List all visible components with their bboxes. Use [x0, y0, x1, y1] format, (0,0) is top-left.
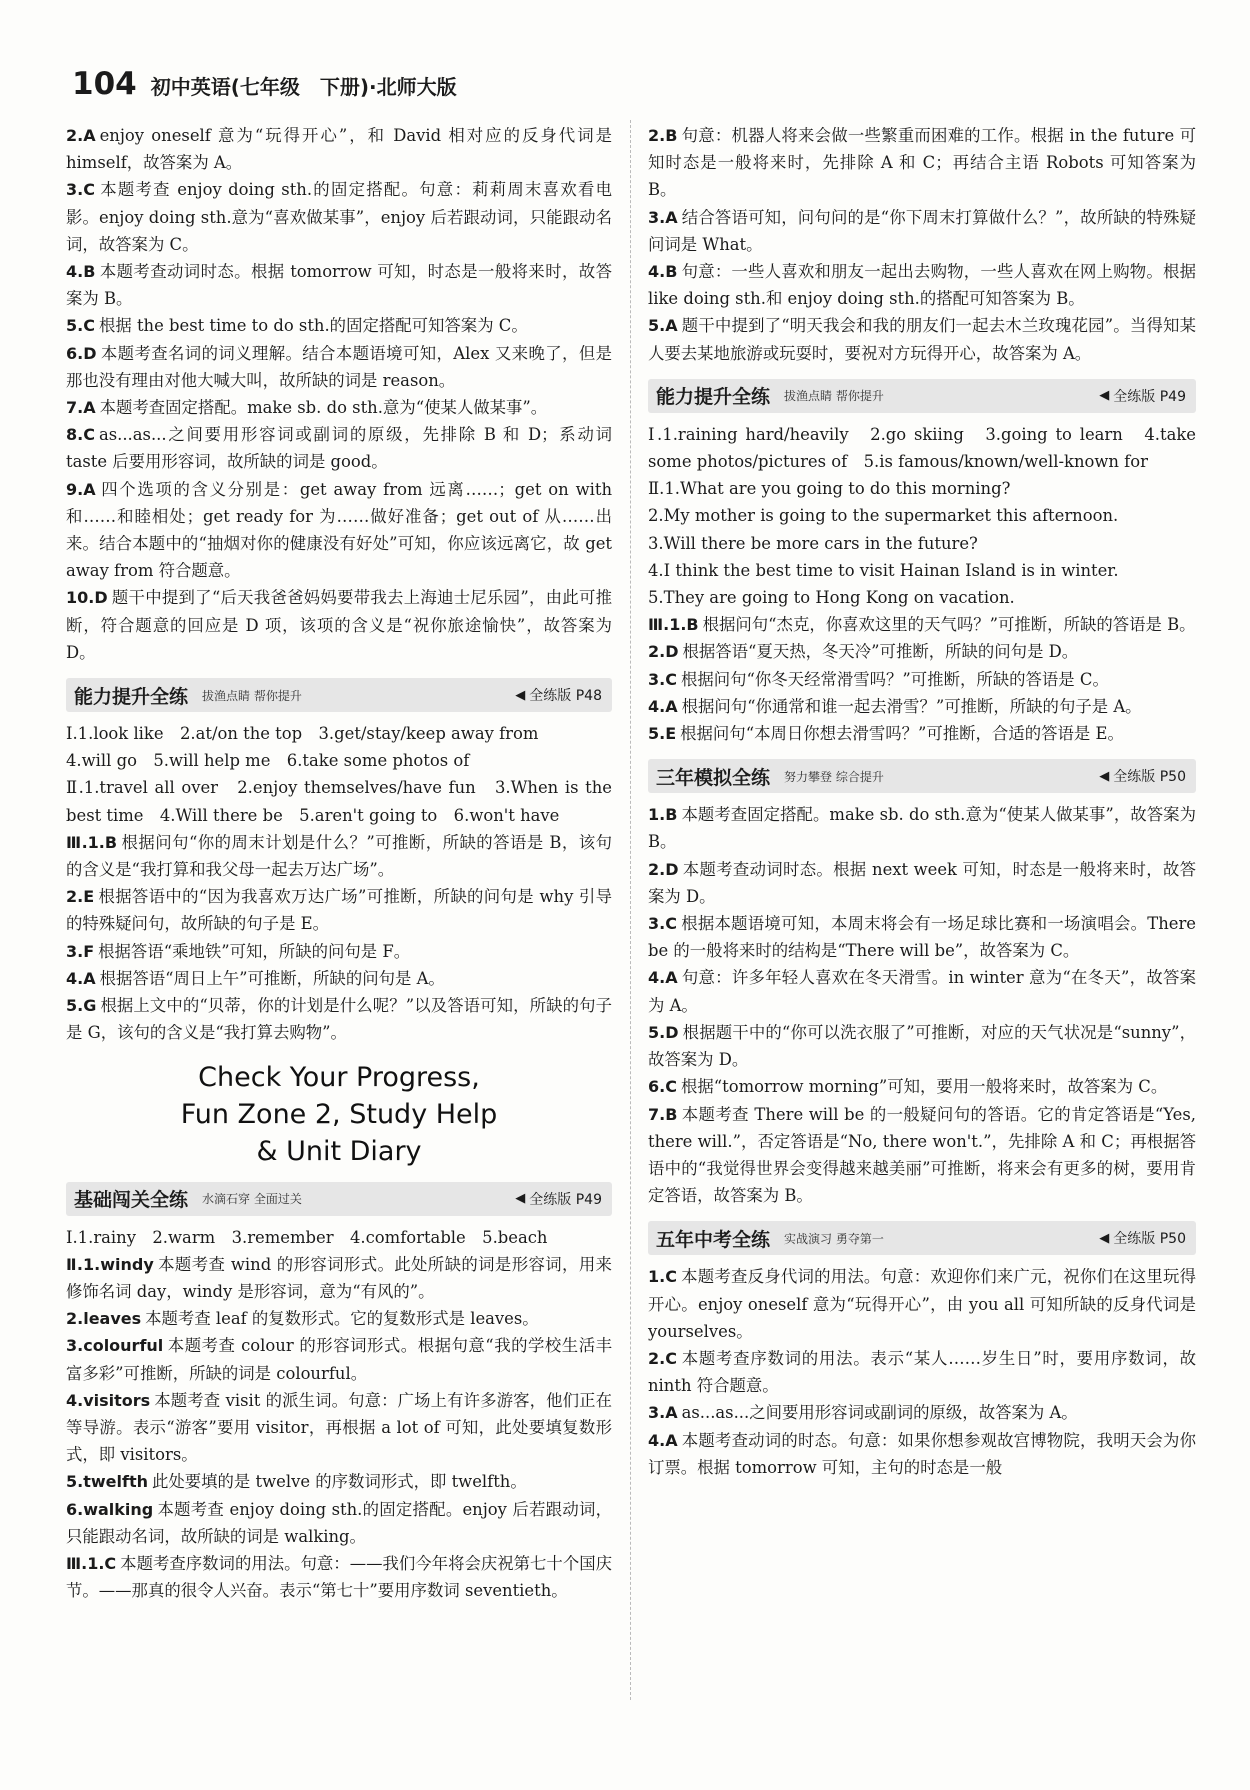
answer-text: 句意：机器人将来会做一些繁重而困难的工作。根据 in the future 可知时态是一般将来时，先排除 A 和 C；再结合主语 Robots 可知答案为 B。	[648, 126, 1196, 200]
answer-number: 6.D	[66, 343, 97, 363]
unit-title-line: Check Your Progress,	[198, 1061, 480, 1093]
answer-text: 4.I think the best time to visit Hainan Island is in winter.	[648, 560, 1119, 580]
answer-item	[648, 502, 1196, 529]
answer-text: 根据答语中的“因为我喜欢万达广场”可推断，所缺的问句是 why 引导的特殊疑问句，故所缺的句子是 E。	[66, 887, 612, 934]
answer-text: 本题考查序数词的用法。句意：——我们今年将会庆祝第七十个国庆节。——那真的很令人兴奋。表示“第七十”要用序数词 seventieth。	[66, 1553, 613, 1601]
answer-item	[648, 964, 1196, 1018]
answer-text: 本题考查动词的时态。句意：如果你想参观故宫博物院，我明天会为你订票。根据 tomorrow 可知，主句的时态是一般	[648, 1430, 1196, 1477]
basic-answer-list	[66, 1224, 612, 1605]
answer-text: 5.They are going to Hong Kong on vacation.	[648, 588, 1015, 608]
send-arrow-icon: ◀	[1099, 388, 1110, 404]
unit-title-line: & Unit Diary	[256, 1135, 422, 1167]
unit-title	[66, 1059, 612, 1170]
answer-number: 6.C	[648, 1077, 677, 1097]
section-subtitle: 实战演习 勇夺第一	[784, 1231, 884, 1246]
answer-item	[66, 747, 612, 774]
answer-text: 本题考查固定搭配。make sb. do sth.意为“使某人做某事”。	[99, 398, 548, 418]
answer-text: as...as...之间要用形容词或副词的原级，故答案为 A。	[681, 1403, 1078, 1423]
answer-item	[66, 340, 612, 394]
ref-text: 全练版 P50	[1113, 769, 1186, 786]
answer-number: 4.A	[66, 968, 96, 988]
answer-item	[648, 122, 1196, 204]
answer-item	[66, 176, 612, 258]
send-arrow-icon: ◀	[1099, 1230, 1110, 1246]
answer-item	[66, 720, 612, 747]
answer-text: Ⅱ.1.travel all over 2.enjoy themselves/have fun 3.When is the best time 4.Will there be 5.aren't going to 6.won't have	[66, 778, 612, 825]
answer-number: 6.walking	[66, 1499, 154, 1519]
answer-item	[648, 421, 1196, 475]
answer-item	[648, 475, 1196, 502]
ability-answer-list	[66, 720, 612, 1046]
section-header-three-year	[648, 759, 1196, 793]
section-ref	[1099, 1228, 1196, 1248]
answer-item	[648, 204, 1196, 258]
page-header	[72, 66, 457, 106]
left-column	[66, 122, 612, 1604]
answer-text: 3.Will there be more cars in the future?	[648, 533, 978, 553]
answer-number: 2.C	[648, 1348, 677, 1368]
answer-number: 4.A	[648, 696, 678, 716]
answer-text: 根据 the best time to do sth.的固定搭配可知答案为 C。	[98, 316, 528, 336]
answer-item	[648, 584, 1196, 611]
answer-item	[648, 720, 1196, 747]
section-ref	[1099, 766, 1196, 786]
answer-item	[648, 666, 1196, 693]
answer-text: 本题考查固定搭配。make sb. do sth.意为“使某人做某事”，故答案为 B。	[648, 805, 1196, 852]
answer-text: 本题考查 colour 的形容词形式。根据句意“我的学校生活丰富多彩”可推断，所缺的词是 colourful。	[66, 1336, 612, 1383]
answer-item	[66, 1251, 612, 1305]
book-title: 初中英语(七年级 下册)·北师大版	[150, 75, 457, 99]
answer-item	[648, 258, 1196, 312]
answer-text: 根据“tomorrow morning”可知，要用一般将来时，故答案为 C。	[680, 1077, 1168, 1097]
answer-text: 4.will go 5.will help me 6.take some photos of	[66, 751, 470, 771]
section-subtitle: 拔渔点睛 帮你提升	[784, 389, 884, 404]
answer-item	[66, 394, 612, 421]
answer-item	[66, 312, 612, 339]
answer-text: 根据问句“你冬天经常滑雪吗？”可推断，所缺的答语是 C。	[680, 669, 1109, 689]
answer-number: 3.C	[66, 180, 95, 200]
send-arrow-icon: ◀	[515, 1191, 526, 1206]
answer-text: 结合答语可知，问句问的是“你下周末打算做什么？”，故所缺的特殊疑问词是 What。	[648, 207, 1196, 254]
answer-item	[66, 1496, 612, 1550]
answer-item	[66, 992, 612, 1046]
section-title: 能力提升全练	[74, 685, 189, 708]
answer-text: 四个选项的含义分别是：get away from 远离……；get on with 和……和睦相处；get ready for 为……做好准备；get out of 从……出来。结合本题中的“抽烟对你的健康没有好处”可知，你应该远离它，故 get away from 符合题意。	[66, 479, 612, 581]
answer-text: enjoy oneself 意为“玩得开心”，和 David 相对应的反身代词是 himself，故答案为 A。	[66, 126, 612, 173]
answer-number: 4.visitors	[66, 1390, 151, 1410]
answer-text: 2.My mother is going to the supermarket this afternoon.	[648, 506, 1119, 526]
answer-number: 3.C	[648, 669, 677, 689]
answer-number: Ⅱ.1.windy	[66, 1254, 154, 1274]
section-subtitle: 水滴石穿 全面过关	[202, 1192, 302, 1206]
answer-text: 根据问句“你的周末计划是什么？”可推断，所缺的答语是 B，该句的含义是“我打算和我父母一起去万达广场”。	[66, 832, 613, 880]
answer-item	[66, 258, 612, 312]
answer-text: 本题考查动词时态。根据 tomorrow 可知，时态是一般将来时，故答案为 B。	[66, 262, 612, 309]
answer-number: Ⅲ.1.B	[66, 832, 118, 852]
answer-text: 根据问句“杰克，你喜欢这里的天气吗？”可推断，所缺的答语是 B。	[702, 615, 1196, 635]
answer-number: 4.B	[648, 262, 678, 282]
answer-text: 根据答语“乘地铁”可知，所缺的问句是 F。	[98, 941, 411, 961]
answer-number: 2.A	[66, 126, 96, 145]
answer-item	[66, 476, 612, 585]
ref-text: 全练版 P48	[529, 688, 602, 705]
section-ref	[515, 685, 612, 705]
answer-item	[66, 1224, 612, 1251]
three-year-answer-list	[648, 801, 1196, 1209]
answer-number: Ⅲ.1.C	[66, 1553, 117, 1573]
answer-number: 5.A	[648, 316, 678, 336]
section-ref	[1099, 386, 1196, 406]
answer-text: 根据答语“周日上午”可推断，所缺的问句是 A。	[99, 968, 445, 988]
section-subtitle: 拔渔点睛 帮你提升	[202, 688, 302, 703]
answer-text: 本题考查 There will be 的一般疑问句的答语。它的肯定答语是“Yes, there will.”，否定答语是“No, there won't.”，先排除 A 和 C；再根据答语中的“我觉得世界会变得越来越美丽”可推断，将来会有更多的树，要用肯定答语，故答案为 B。	[648, 1104, 1196, 1206]
answer-text: Ⅰ.1.raining hard/heavily 2.go skiing 3.going to learn 4.take some photos/pictures of 5.is famous/known/well-known for	[648, 424, 1196, 472]
answer-item	[648, 1019, 1196, 1073]
answer-item	[66, 883, 612, 937]
answer-item	[66, 1387, 612, 1469]
answer-number: 2.leaves	[66, 1309, 142, 1329]
answer-item	[648, 1345, 1196, 1399]
answer-item	[66, 1468, 612, 1495]
section-title: 基础闯关全练	[74, 1189, 189, 1211]
answer-item	[648, 693, 1196, 720]
answer-text: 本题考查 leaf 的复数形式。它的复数形式是 leaves。	[145, 1309, 539, 1329]
right-answer-list	[648, 122, 1196, 367]
answer-text: Ⅰ.1.rainy 2.warm 3.remember 4.comfortable 5.beach	[66, 1227, 548, 1247]
answer-number: 5.G	[66, 996, 97, 1016]
answer-item	[648, 801, 1196, 855]
answer-text: 根据答语“夏天热，冬天冷”可推断，所缺的问句是 D。	[682, 642, 1079, 662]
answer-item	[66, 122, 612, 176]
answer-text: 本题考查反身代词的用法。句意：欢迎你们来广元，祝你们在这里玩得开心。enjoy oneself 意为“玩得开心”，由 you all 可知所缺的反身代词是 yourselves。	[648, 1267, 1196, 1341]
answer-number: 3.A	[648, 1403, 678, 1423]
answer-item	[648, 611, 1196, 638]
answer-item	[66, 1332, 612, 1386]
answer-text: 根据上文中的“贝蒂，你的计划是什么呢？”以及答语可知，所缺的句子是 G，该句的含义是“我打算去购物”。	[66, 996, 612, 1043]
ref-text: 全练版 P49	[1113, 388, 1186, 405]
answer-item	[66, 1550, 612, 1604]
column-divider	[630, 120, 631, 1700]
answer-number: 5.D	[648, 1022, 679, 1042]
answer-number: 5.C	[66, 316, 95, 336]
answer-item	[648, 1427, 1196, 1481]
page-number: 104	[72, 66, 137, 102]
answer-item	[648, 557, 1196, 584]
answer-item	[66, 421, 612, 475]
answer-number: 3.F	[66, 941, 95, 961]
answer-number: 7.B	[648, 1104, 678, 1124]
ref-text: 全练版 P49	[529, 1191, 602, 1208]
section-ref	[515, 1189, 612, 1209]
answer-number: 3.C	[648, 914, 677, 934]
answer-text: Ⅰ.1.look like 2.at/on the top 3.get/stay/keep away from	[66, 724, 539, 744]
ref-text: 全练版 P50	[1113, 1231, 1186, 1248]
five-year-answer-list	[648, 1263, 1196, 1481]
answer-item	[648, 312, 1196, 366]
answer-text: 本题考查动词时态。根据 next week 可知，时态是一般将来时，故答案为 D。	[648, 859, 1196, 906]
answer-item	[648, 1399, 1196, 1426]
section-header-five-year	[648, 1221, 1196, 1255]
answer-number: 3.colourful	[66, 1336, 164, 1356]
section-header-basic	[66, 1182, 612, 1216]
section-title: 五年中考全练	[656, 1228, 771, 1251]
answer-number: 4.B	[66, 262, 96, 282]
answer-number: Ⅲ.1.B	[648, 615, 699, 635]
ability-answer-list	[648, 421, 1196, 747]
send-arrow-icon: ◀	[515, 687, 526, 703]
answer-text: 本题考查名词的词义理解。结合本题语境可知，Alex 又来晚了，但是那也没有理由对他大喊大叫，故所缺的词是 reason。	[66, 343, 612, 390]
answer-text: 本题考查 enjoy doing sth.的固定搭配。句意：莉莉周末喜欢看电影。enjoy doing sth.意为“喜欢做某事”，enjoy 后若跟动词，只能跟动名词，故答案为 C。	[66, 180, 612, 254]
answer-text: 本题考查 visit 的派生词。句意：广场上有许多游客，他们正在等导游。表示“游客”要用 visitor，再根据 a lot of 可知，此处要填复数形式，即 visitors。	[66, 1390, 612, 1465]
send-arrow-icon: ◀	[1099, 768, 1110, 784]
answer-text: 根据问句“你通常和谁一起去滑雪？”可推断，所缺的句子是 A。	[681, 696, 1142, 716]
unit-title-line: Fun Zone 2, Study Help	[180, 1098, 498, 1130]
answer-number: 10.D	[66, 588, 108, 608]
answer-item	[648, 638, 1196, 665]
answer-number: 4.A	[648, 1430, 678, 1450]
answer-text: 根据本题语境可知，本周末将会有一场足球比赛和一场演唱会。There be 的一般将来时的结构是“There will be”，故答案为 C。	[648, 914, 1196, 961]
answer-number: 9.A	[66, 479, 96, 499]
answer-text: 句意：许多年轻人喜欢在冬天滑雪。in winter 意为“在冬天”，故答案为 A。	[648, 968, 1196, 1015]
answer-text: 题干中提到了“后天我爸爸妈妈要带我去上海迪士尼乐园”，由此可推断，符合题意的回应是 D 项，该项的含义是“祝你旅途愉快”，故答案为 D。	[66, 588, 612, 662]
answer-text: 本题考查 wind 的形容词形式。此处所缺的词是形容词，用来修饰名词 day，windy 是形容词，意为“有风的”。	[66, 1254, 612, 1301]
section-header-ability-right	[648, 379, 1196, 413]
answer-number: 2.B	[648, 126, 678, 145]
answer-text: 根据题干中的“你可以洗衣服了”可推断，对应的天气状况是“sunny”，故答案为 D。	[648, 1022, 1196, 1070]
section-title: 能力提升全练	[656, 386, 771, 409]
answer-item	[66, 829, 612, 883]
answer-text: 根据问句“本周日你想去滑雪吗？”可推断，合适的答语是 E。	[680, 724, 1124, 744]
left-answer-list	[66, 122, 612, 666]
answer-item	[648, 530, 1196, 557]
answer-number: 1.C	[648, 1267, 677, 1287]
answer-number: 5.E	[648, 724, 677, 744]
section-title: 三年模拟全练	[656, 766, 771, 789]
answer-text: 本题考查序数词的用法。表示“某人……岁生日”时，要用序数词，故 ninth 符合题意。	[648, 1348, 1196, 1396]
answer-item	[648, 910, 1196, 964]
answer-item	[66, 965, 612, 992]
answer-item	[66, 774, 612, 828]
answer-number: 8.C	[66, 425, 95, 445]
answer-text: 句意：一些人喜欢和朋友一起出去购物，一些人喜欢在网上购物。根据 like doing sth.和 enjoy doing sth.的搭配可知答案为 B。	[648, 262, 1196, 309]
answer-number: 5.twelfth	[66, 1472, 148, 1492]
section-header-ability-left	[66, 678, 612, 712]
answer-number: 4.A	[648, 968, 678, 988]
answer-number: 2.D	[648, 859, 679, 879]
answer-item	[66, 938, 612, 965]
answer-item	[648, 1073, 1196, 1100]
answer-text: as...as...之间要用形容词或副词的原级，先排除 B 和 D；系动词 taste 后要用形容词，故所缺的词是 good。	[66, 425, 612, 472]
answer-item	[66, 584, 612, 666]
section-subtitle: 努力攀登 综合提升	[784, 769, 884, 784]
answer-text: 此处要填的是 twelve 的序数词形式，即 twelfth。	[151, 1472, 527, 1492]
answer-item	[648, 1263, 1196, 1345]
right-column	[648, 122, 1196, 1481]
answer-number: 3.A	[648, 207, 678, 227]
answer-number: 2.D	[648, 642, 679, 662]
answer-number: 2.E	[66, 887, 95, 907]
answer-number: 7.A	[66, 398, 96, 418]
answer-text: 题干中提到了“明天我会和我的朋友们一起去木兰玫瑰花园”。当得知某人要去某地旅游或玩耍时，要祝对方玩得开心，故答案为 A。	[648, 316, 1196, 363]
answer-item	[66, 1305, 612, 1332]
answer-item	[648, 1101, 1196, 1210]
answer-text: 本题考查 enjoy doing sth.的固定搭配。enjoy 后若跟动词，只能跟动名词，故所缺的词是 walking。	[66, 1499, 612, 1546]
answer-number: 1.B	[648, 805, 678, 825]
answer-text: Ⅱ.1.What are you going to do this morning?	[648, 479, 1011, 499]
answer-item	[648, 856, 1196, 910]
